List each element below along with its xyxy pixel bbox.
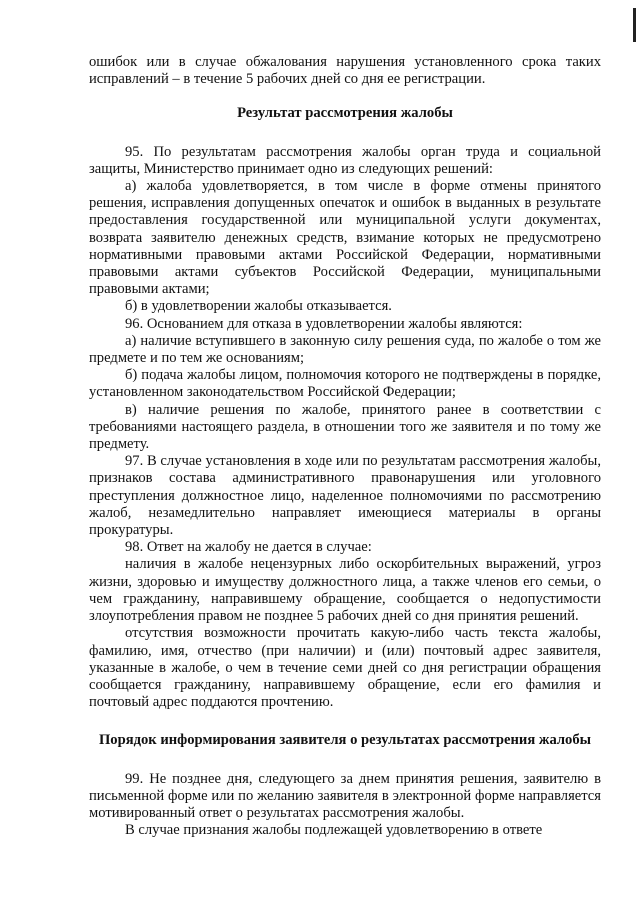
paragraph-96c: в) наличие решения по жалобе, принятого ранее в соответствии с требованиями настоящего раздела, в отношении того же заявителя и по тому же предмету. [89, 401, 601, 453]
paragraph-96: 96. Основанием для отказа в удовлетворении жалобы являются: [125, 315, 523, 332]
paragraph-95: 95. По результатам рассмотрения жалобы орган труда и социальной защиты, Министерство принимает одно из следующих решений: [89, 143, 601, 177]
document-page [89, 54, 601, 839]
continuation-paragraph: ошибок или в случае обжалования нарушения установленного срока таких исправлений – в течение 5 рабочих дней со дня ее регистрации. [89, 54, 601, 88]
paragraph-98-item-2: отсутствия возможности прочитать какую-либо часть текста жалобы, фамилию, имя, отчество (при наличии) и (или) почтовый адрес заявителя, указанные в жалобе, о чем в течение семи дней со дня регистрации обращения сообщается гражданину, направившему обращение, если его фамилия и почтовый адрес поддаются прочтению. [89, 625, 601, 711]
paragraph-99-continuation: В случае признания жалобы подлежащей удовлетворению в ответе [125, 822, 543, 839]
paragraph-99: 99. Не позднее дня, следующего за днем принятия решения, заявителю в письменной форме или по желанию заявителя в электронной форме направляется мотивированный ответ о результатах рассмотрения жалобы. [89, 770, 601, 821]
paragraph-98-item-1: наличия в жалобе нецензурных либо оскорбительных выражений, угроз жизни, здоровью и имуществу должностного лица, а также членов его семьи, о чем гражданину, направившему обращение, сообщается о недопустимости злоупотребления правом не позднее 5 рабочих дней со дня принятия решений. [89, 556, 601, 625]
paragraph-97: 97. В случае установления в ходе или по результатам рассмотрения жалобы, признаков состава административного правонарушения или уголовного преступления должностное лицо, наделенное полномочиями по рассмотрению жалоб, незамедлительно направляет имеющиеся материалы в органы прокуратуры. [89, 453, 601, 539]
section-heading-result: Результат рассмотрения жалобы [237, 105, 453, 122]
paragraph-98: 98. Ответ на жалобу не дается в случае: [125, 539, 372, 556]
paragraph-95a: а) жалоба удовлетворяется, в том числе в форме отмены принятого решения, исправления допущенных опечаток и ошибок в выданных в результате предоставления государственной или муниципальной услуги документах, возврата заявителю денежных средств, взимание которых не предусмотрено нормативными правовыми актами Российской Федерации, нормативными правовыми актами субъектов Российской Федерации, муниципальными правовыми актами; [89, 178, 601, 298]
scan-edge-mark [633, 8, 636, 42]
section-heading-informing: Порядок информирования заявителя о результатах рассмотрения жалобы [98, 732, 592, 749]
paragraph-96a: а) наличие вступившего в законную силу решения суда, по жалобе о том же предмете и по тем же основаниям; [89, 332, 601, 367]
paragraph-96b: б) подача жалобы лицом, полномочия которого не подтверждены в порядке, установленном законодательством Российской Федерации; [89, 367, 601, 401]
paragraph-95b: б) в удовлетворении жалобы отказывается. [125, 298, 392, 315]
